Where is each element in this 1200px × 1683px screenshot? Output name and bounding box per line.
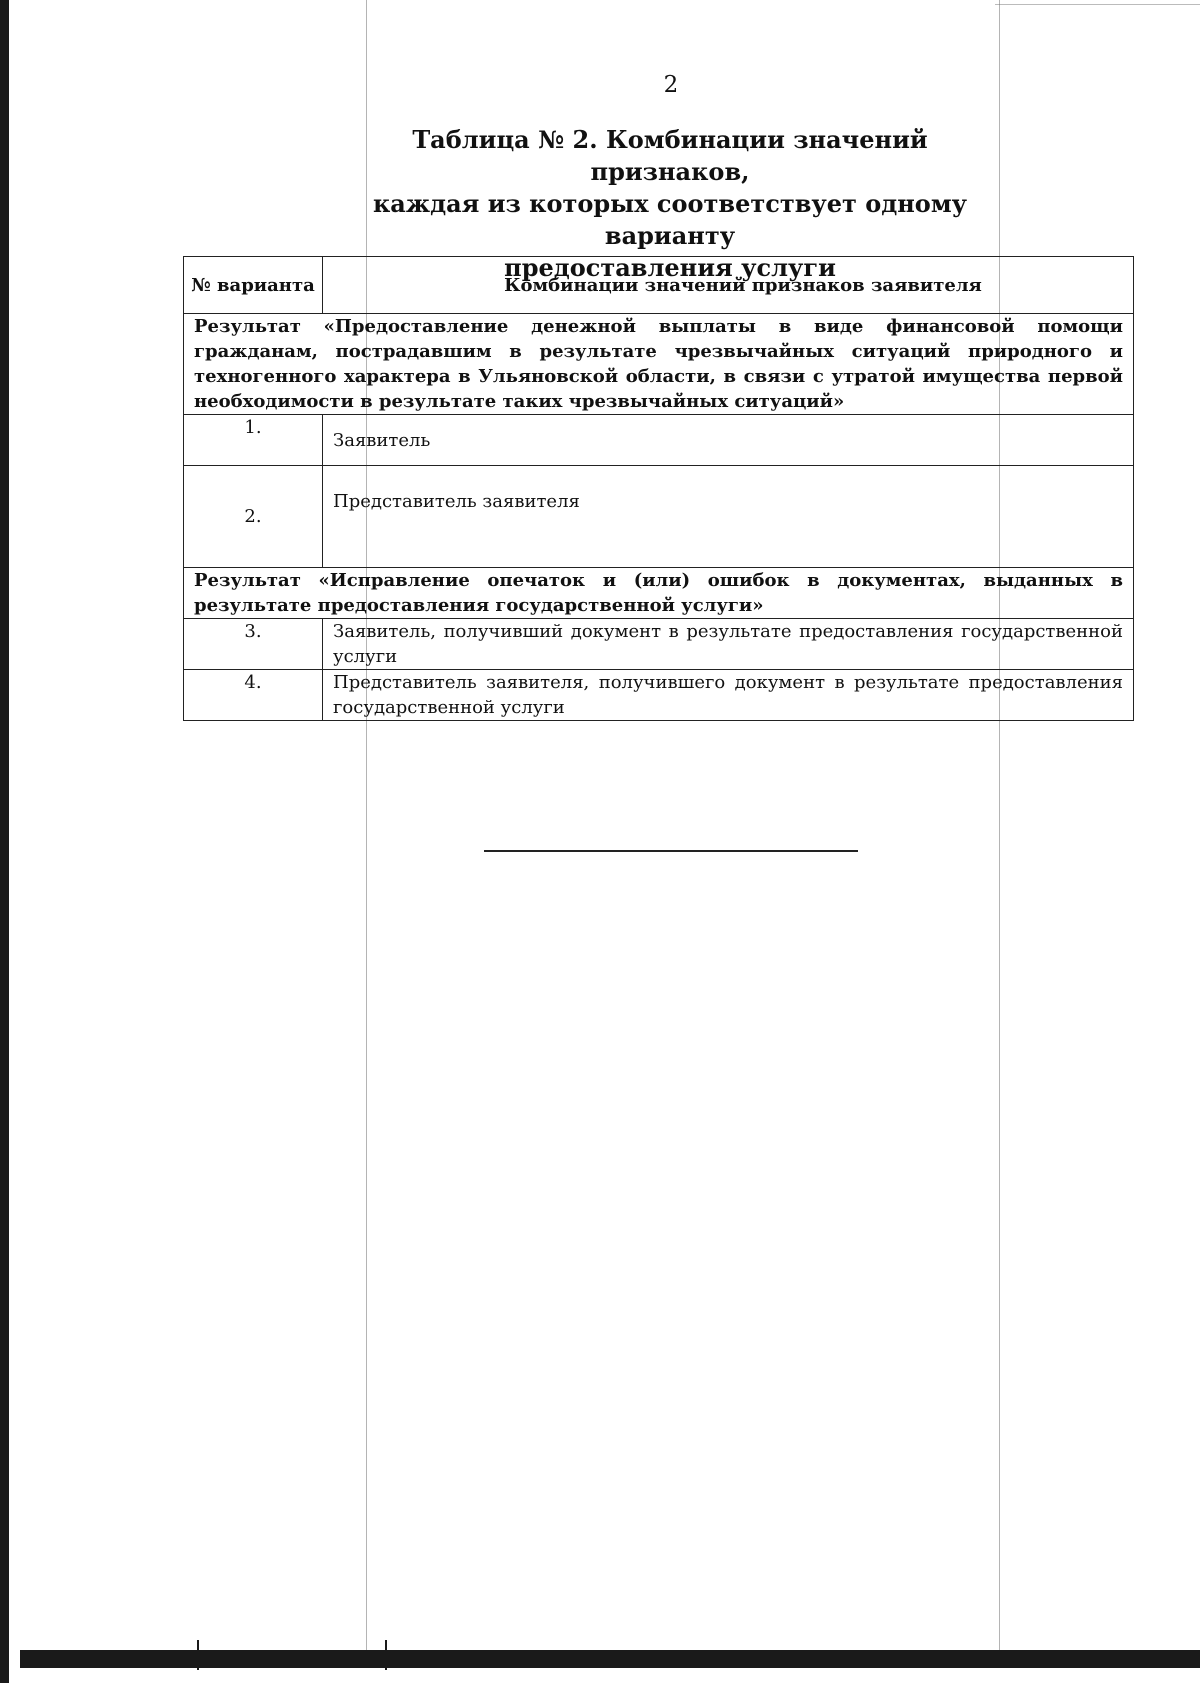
end-of-document-rule [484, 850, 858, 852]
table-title-line: предоставления услуги [504, 253, 836, 282]
result-cell: Результат «Предоставление денежной выплаты в виде финансовой помощи гражданам, пострадавшим в результате чрезвычайных ситуаций природного и техногенного характера в Ульяновской области, в связи с утратой имущества первой необходимости в результате таких чрезвычайных ситуаций» [184, 314, 1134, 415]
scan-edge-line [995, 4, 1200, 5]
table-title-line: Таблица № 2. Комбинации значений признаков, [412, 125, 928, 186]
result-cell: Результат «Исправление опечаток и (или) ошибок в документах, выданных в результате предоставления государственной услуги» [184, 568, 1134, 619]
variant-number: 1. [184, 415, 323, 466]
result-row [184, 568, 1134, 619]
header-variant-number: № варианта [184, 257, 323, 314]
table-row [184, 415, 1134, 466]
scan-border-tick [385, 1640, 387, 1670]
variant-value: Заявитель [323, 415, 1134, 466]
page-number: 2 [663, 72, 679, 98]
scan-border-left [0, 0, 9, 1683]
header-combination: Комбинации значений признаков заявителя [323, 257, 1134, 314]
variant-value: Представитель заявителя, получившего документ в результате предоставления государственной услуги [323, 670, 1134, 721]
table-title-line: каждая из которых соответствует одному варианту [372, 189, 968, 250]
table-row [184, 670, 1134, 721]
table-row [184, 619, 1134, 670]
scan-border-tick [197, 1640, 199, 1670]
variant-number: 3. [184, 619, 323, 670]
table-row [184, 466, 1134, 568]
variant-number: 2. [184, 466, 323, 568]
variant-value: Представитель заявителя [323, 466, 1134, 568]
variant-number: 4. [184, 670, 323, 721]
variant-value: Заявитель, получивший документ в результате предоставления государственной услуги [323, 619, 1134, 670]
variants-table [183, 256, 1134, 721]
result-row [184, 314, 1134, 415]
table-header-row [184, 257, 1134, 314]
